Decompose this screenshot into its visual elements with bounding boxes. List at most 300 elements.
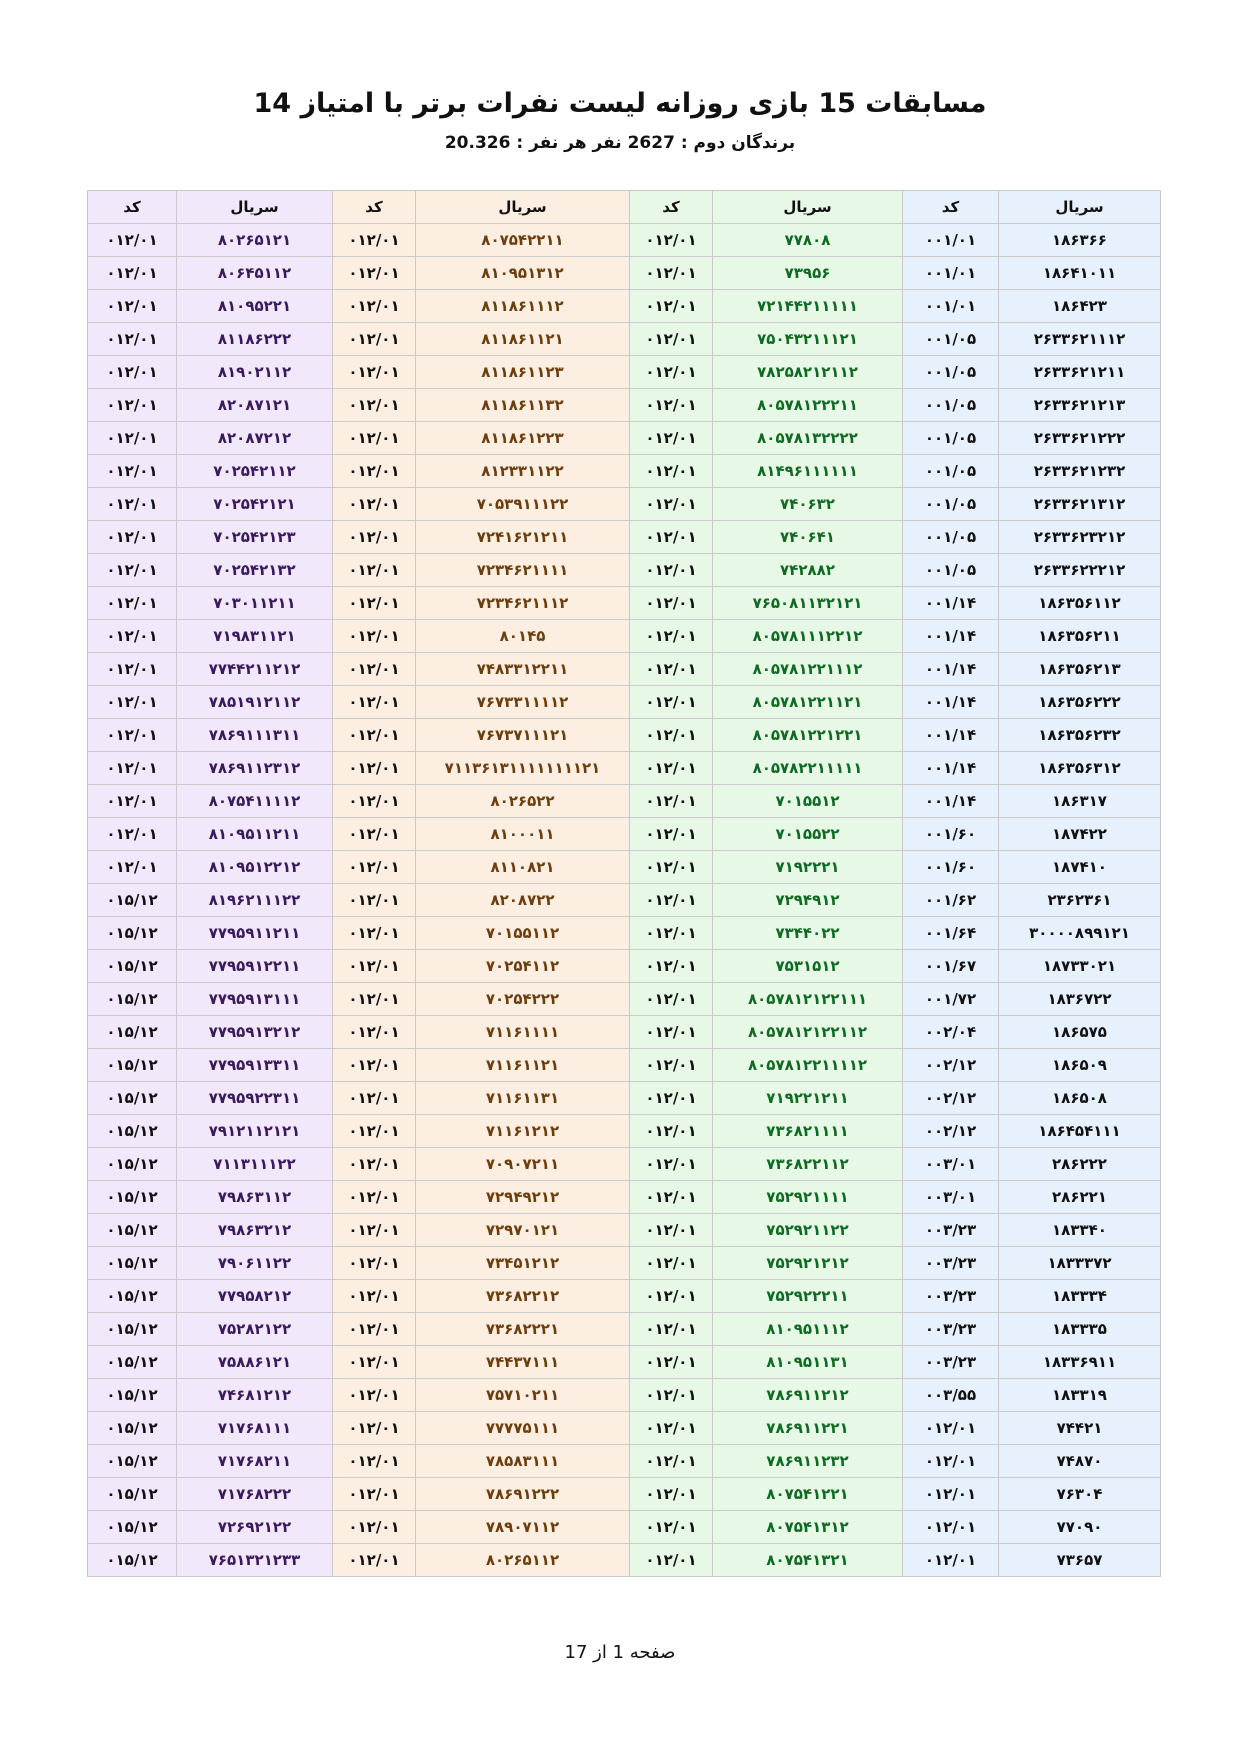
table-body bbox=[88, 224, 1161, 1577]
serial-cell: ۷۰۱۵۵۱۲ bbox=[713, 785, 903, 818]
serial-cell: ۷۴۴۲۱ bbox=[999, 1412, 1161, 1445]
serial-cell: ۷۹۱۲۱۱۲۱۲۱ bbox=[177, 1115, 333, 1148]
table-row bbox=[88, 455, 1161, 488]
code-cell: ۰۱۲/۰۱ bbox=[333, 752, 416, 785]
code-cell: ۰۱۲/۰۱ bbox=[333, 1247, 416, 1280]
code-cell: ۰۰۲/۱۲ bbox=[903, 1082, 999, 1115]
code-cell: ۰۰۱/۰۵ bbox=[903, 389, 999, 422]
code-cell: ۰۱۵/۱۲ bbox=[88, 1016, 177, 1049]
code-cell: ۰۱۲/۰۱ bbox=[333, 389, 416, 422]
serial-cell: ۷۴۴۳۷۱۱۱ bbox=[416, 1346, 630, 1379]
code-cell: ۰۱۲/۰۱ bbox=[630, 950, 713, 983]
code-cell: ۰۱۵/۱۲ bbox=[88, 884, 177, 917]
code-cell: ۰۱۲/۰۱ bbox=[630, 851, 713, 884]
serial-cell: ۲۸۶۲۲۱ bbox=[999, 1181, 1161, 1214]
code-cell: ۰۱۲/۰۱ bbox=[333, 719, 416, 752]
code-cell: ۰۱۲/۰۱ bbox=[630, 1214, 713, 1247]
table-row bbox=[88, 983, 1161, 1016]
code-cell: ۰۱۲/۰۱ bbox=[333, 1148, 416, 1181]
code-cell: ۰۱۲/۰۱ bbox=[88, 521, 177, 554]
code-cell: ۰۱۲/۰۱ bbox=[630, 1544, 713, 1577]
serial-cell: ۷۴۸۳۳۱۲۲۱۱ bbox=[416, 653, 630, 686]
serial-cell: ۷۵۸۸۶۱۲۱ bbox=[177, 1346, 333, 1379]
serial-cell: ۸۲۰۸۷۲۲ bbox=[416, 884, 630, 917]
serial-cell: ۸۰۵۷۸۱۳۲۲۲۲ bbox=[713, 422, 903, 455]
serial-cell: ۸۱۴۹۶۱۱۱۱۱۱ bbox=[713, 455, 903, 488]
serial-cell: ۸۰۵۷۸۱۲۱۲۲۱۱۲ bbox=[713, 1016, 903, 1049]
table-row bbox=[88, 1478, 1161, 1511]
code-cell: ۰۱۲/۰۱ bbox=[333, 1181, 416, 1214]
code-cell: ۰۱۲/۰۱ bbox=[630, 1478, 713, 1511]
serial-cell: ۷۱۱۳۶۱۳۱۱۱۱۱۱۱۱۲۱ bbox=[416, 752, 630, 785]
serial-cell: ۷۳۴۵۱۲۱۲ bbox=[416, 1247, 630, 1280]
code-cell: ۰۰۱/۰۵ bbox=[903, 554, 999, 587]
code-cell: ۰۰۱/۰۱ bbox=[903, 257, 999, 290]
code-cell: ۰۱۲/۰۱ bbox=[630, 422, 713, 455]
table-row bbox=[88, 356, 1161, 389]
code-cell: ۰۱۲/۰۱ bbox=[88, 719, 177, 752]
code-cell: ۰۱۲/۰۱ bbox=[88, 488, 177, 521]
code-cell: ۰۱۲/۰۱ bbox=[88, 290, 177, 323]
code-cell: ۰۱۲/۰۱ bbox=[88, 587, 177, 620]
code-cell: ۰۱۲/۰۱ bbox=[88, 818, 177, 851]
code-cell: ۰۱۲/۰۱ bbox=[88, 554, 177, 587]
table-row bbox=[88, 1181, 1161, 1214]
serial-cell: ۲۶۳۳۶۲۱۱۱۲ bbox=[999, 323, 1161, 356]
code-cell: ۰۱۲/۰۱ bbox=[630, 1379, 713, 1412]
serial-cell: ۷۱۹۲۲۱۲۱۱ bbox=[713, 1082, 903, 1115]
header-code: کد bbox=[903, 191, 999, 224]
code-cell: ۰۱۲/۰۱ bbox=[333, 1082, 416, 1115]
code-cell: ۰۱۵/۱۲ bbox=[88, 1478, 177, 1511]
page-subtitle: برندگان دوم : 2627 نفر هر نفر : 20.326 bbox=[444, 133, 796, 153]
serial-cell: ۲۳۶۲۳۶۱ bbox=[999, 884, 1161, 917]
table-row bbox=[88, 422, 1161, 455]
code-cell: ۰۱۵/۱۲ bbox=[88, 1544, 177, 1577]
code-cell: ۰۱۵/۱۲ bbox=[88, 1115, 177, 1148]
code-cell: ۰۱۲/۰۱ bbox=[630, 356, 713, 389]
code-cell: ۰۱۲/۰۱ bbox=[630, 1181, 713, 1214]
table-row bbox=[88, 554, 1161, 587]
serial-cell: ۱۸۶۳۵۶۲۳۲ bbox=[999, 719, 1161, 752]
serial-cell: ۲۶۳۳۶۲۱۲۲۲ bbox=[999, 422, 1161, 455]
table-row bbox=[88, 521, 1161, 554]
code-cell: ۰۱۲/۰۱ bbox=[903, 1544, 999, 1577]
code-cell: ۰۱۲/۰۱ bbox=[88, 323, 177, 356]
serial-cell: ۷۷۷۷۵۱۱۱ bbox=[416, 1412, 630, 1445]
code-cell: ۰۰۳/۵۵ bbox=[903, 1379, 999, 1412]
serial-cell: ۸۱۰۹۵۱۳۱۲ bbox=[416, 257, 630, 290]
serial-cell: ۷۵۲۸۲۱۲۲ bbox=[177, 1313, 333, 1346]
table-row bbox=[88, 224, 1161, 257]
serial-cell: ۷۷۹۵۹۱۱۲۱۱ bbox=[177, 917, 333, 950]
serial-cell: ۸۰۵۷۸۱۲۲۱۱۱۲ bbox=[713, 653, 903, 686]
serial-cell: ۷۸۶۹۱۲۲۲ bbox=[416, 1478, 630, 1511]
table-row bbox=[88, 1115, 1161, 1148]
page-number: صفحه 1 از 17 bbox=[564, 1642, 676, 1663]
code-cell: ۰۱۵/۱۲ bbox=[88, 1214, 177, 1247]
serial-cell: ۲۶۳۳۶۲۳۲۱۲ bbox=[999, 521, 1161, 554]
code-cell: ۰۰۱/۱۴ bbox=[903, 620, 999, 653]
code-cell: ۰۱۲/۰۱ bbox=[333, 455, 416, 488]
serial-cell: ۷۰۲۵۴۲۲۲ bbox=[416, 983, 630, 1016]
table-header-row bbox=[88, 191, 1161, 224]
code-cell: ۰۰۲/۰۴ bbox=[903, 1016, 999, 1049]
serial-cell: ۷۸۶۹۱۱۲۱۲ bbox=[713, 1379, 903, 1412]
serial-cell: ۷۵۲۹۲۱۲۱۲ bbox=[713, 1247, 903, 1280]
code-cell: ۰۱۲/۰۱ bbox=[630, 1511, 713, 1544]
serial-cell: ۸۰۲۶۵۱۱۲ bbox=[416, 1544, 630, 1577]
serial-cell: ۷۵۰۴۳۲۱۱۱۲۱ bbox=[713, 323, 903, 356]
serial-cell: ۷۷۰۹۰ bbox=[999, 1511, 1161, 1544]
serial-cell: ۷۰۲۵۴۲۱۲۱ bbox=[177, 488, 333, 521]
serial-cell: ۸۰۲۶۵۲۲ bbox=[416, 785, 630, 818]
code-cell: ۰۱۲/۰۱ bbox=[630, 620, 713, 653]
serial-cell: ۱۸۷۴۱۰ bbox=[999, 851, 1161, 884]
code-cell: ۰۱۲/۰۱ bbox=[630, 818, 713, 851]
serial-cell: ۸۱۰۹۵۱۱۲۱۱ bbox=[177, 818, 333, 851]
serial-cell: ۷۸۶۹۱۱۲۲۱ bbox=[713, 1412, 903, 1445]
code-cell: ۰۱۵/۱۲ bbox=[88, 1082, 177, 1115]
code-cell: ۰۱۲/۰۱ bbox=[333, 950, 416, 983]
table-row bbox=[88, 785, 1161, 818]
serial-cell: ۸۰۶۴۵۱۱۲ bbox=[177, 257, 333, 290]
serial-cell: ۸۰۵۷۸۱۲۲۲۱۱ bbox=[713, 389, 903, 422]
serial-cell: ۷۰۱۵۵۲۲ bbox=[713, 818, 903, 851]
code-cell: ۰۱۲/۰۱ bbox=[903, 1412, 999, 1445]
code-cell: ۰۱۵/۱۲ bbox=[88, 950, 177, 983]
code-cell: ۰۱۲/۰۱ bbox=[333, 1478, 416, 1511]
code-cell: ۰۱۲/۰۱ bbox=[333, 587, 416, 620]
serial-cell: ۸۰۱۴۵ bbox=[416, 620, 630, 653]
code-cell: ۰۱۲/۰۱ bbox=[333, 488, 416, 521]
serial-cell: ۱۸۶۳۵۶۲۱۳ bbox=[999, 653, 1161, 686]
serial-cell: ۷۲۴۱۶۲۱۲۱۱ bbox=[416, 521, 630, 554]
code-cell: ۰۱۲/۰۱ bbox=[88, 224, 177, 257]
code-cell: ۰۰۱/۱۴ bbox=[903, 785, 999, 818]
serial-cell: ۷۷۹۵۹۱۲۲۱۱ bbox=[177, 950, 333, 983]
code-cell: ۰۱۲/۰۱ bbox=[333, 818, 416, 851]
serial-cell: ۸۱۰۹۵۲۲۱ bbox=[177, 290, 333, 323]
serial-cell: ۷۹۰۶۱۱۲۲ bbox=[177, 1247, 333, 1280]
table-row bbox=[88, 719, 1161, 752]
serial-cell: ۷۳۶۵۷ bbox=[999, 1544, 1161, 1577]
serial-cell: ۷۸۶۹۱۱۲۳۲ bbox=[713, 1445, 903, 1478]
serial-cell: ۱۸۳۳۴۰ bbox=[999, 1214, 1161, 1247]
serial-cell: ۱۸۶۳۵۶۳۱۲ bbox=[999, 752, 1161, 785]
serial-cell: ۸۱۰۹۵۱۱۱۲ bbox=[713, 1313, 903, 1346]
serial-cell: ۷۷۹۵۹۱۳۱۱۱ bbox=[177, 983, 333, 1016]
serial-cell: ۷۱۱۶۱۲۱۲ bbox=[416, 1115, 630, 1148]
code-cell: ۰۱۲/۰۱ bbox=[630, 290, 713, 323]
serial-cell: ۷۳۶۸۲۲۱۲ bbox=[416, 1280, 630, 1313]
code-cell: ۰۱۲/۰۱ bbox=[88, 752, 177, 785]
serial-cell: ۷۸۵۱۹۱۲۱۱۲ bbox=[177, 686, 333, 719]
code-cell: ۰۱۲/۰۱ bbox=[630, 455, 713, 488]
serial-cell: ۷۷۸۰۸ bbox=[713, 224, 903, 257]
code-cell: ۰۱۵/۱۲ bbox=[88, 1379, 177, 1412]
serial-cell: ۸۱۱۸۶۲۲۲ bbox=[177, 323, 333, 356]
serial-cell: ۸۱۱۸۶۱۱۳۲ bbox=[416, 389, 630, 422]
serial-cell: ۸۱۱۸۶۱۱۲۳ bbox=[416, 356, 630, 389]
table-row bbox=[88, 851, 1161, 884]
code-cell: ۰۱۲/۰۱ bbox=[630, 323, 713, 356]
serial-cell: ۸۱۹۰۲۱۱۲ bbox=[177, 356, 333, 389]
code-cell: ۰۱۲/۰۱ bbox=[333, 1544, 416, 1577]
serial-cell: ۷۰۵۳۹۱۱۱۲۲ bbox=[416, 488, 630, 521]
serial-cell: ۷۳۶۸۲۲۱۱۲ bbox=[713, 1148, 903, 1181]
serial-cell: ۷۶۳۰۴ bbox=[999, 1478, 1161, 1511]
serial-cell: ۱۸۶۴۲۳ bbox=[999, 290, 1161, 323]
code-cell: ۰۱۲/۰۱ bbox=[333, 356, 416, 389]
serial-cell: ۱۸۶۳۵۶۱۱۲ bbox=[999, 587, 1161, 620]
serial-cell: ۷۴۰۶۴۱ bbox=[713, 521, 903, 554]
code-cell: ۰۱۲/۰۱ bbox=[630, 389, 713, 422]
code-cell: ۰۱۲/۰۱ bbox=[333, 983, 416, 1016]
code-cell: ۰۰۱/۱۴ bbox=[903, 653, 999, 686]
table-row bbox=[88, 752, 1161, 785]
serial-cell: ۷۰۲۵۴۲۱۳۲ bbox=[177, 554, 333, 587]
serial-cell: ۸۱۱۸۶۱۱۲۱ bbox=[416, 323, 630, 356]
serial-cell: ۳۰۰۰۰۸۹۹۱۲۱ bbox=[999, 917, 1161, 950]
table-row bbox=[88, 1313, 1161, 1346]
code-cell: ۰۱۲/۰۱ bbox=[630, 1082, 713, 1115]
serial-cell: ۸۲۰۸۷۲۱۲ bbox=[177, 422, 333, 455]
serial-cell: ۷۴۲۸۸۲ bbox=[713, 554, 903, 587]
serial-cell: ۷۳۶۸۲۱۱۱۱ bbox=[713, 1115, 903, 1148]
serial-cell: ۱۸۳۶۷۲۲ bbox=[999, 983, 1161, 1016]
serial-cell: ۷۱۹۲۲۲۱ bbox=[713, 851, 903, 884]
header-code: کد bbox=[333, 191, 416, 224]
serial-cell: ۸۰۷۵۴۱۱۱۱۲ bbox=[177, 785, 333, 818]
serial-cell: ۷۸۲۵۸۲۱۲۱۱۲ bbox=[713, 356, 903, 389]
code-cell: ۰۱۲/۰۱ bbox=[903, 1478, 999, 1511]
serial-cell: ۷۲۹۷۰۱۲۱ bbox=[416, 1214, 630, 1247]
code-cell: ۰۰۱/۱۴ bbox=[903, 752, 999, 785]
code-cell: ۰۱۲/۰۱ bbox=[333, 686, 416, 719]
serial-cell: ۸۰۵۷۸۲۲۱۱۱۱۱ bbox=[713, 752, 903, 785]
code-cell: ۰۱۵/۱۲ bbox=[88, 1511, 177, 1544]
code-cell: ۰۰۱/۰۱ bbox=[903, 224, 999, 257]
code-cell: ۰۰۱/۰۵ bbox=[903, 356, 999, 389]
serial-cell: ۷۹۸۶۳۲۱۲ bbox=[177, 1214, 333, 1247]
code-cell: ۰۰۲/۱۲ bbox=[903, 1115, 999, 1148]
serial-cell: ۷۲۳۴۶۲۱۱۱۲ bbox=[416, 587, 630, 620]
code-cell: ۰۱۲/۰۱ bbox=[333, 917, 416, 950]
serial-cell: ۷۱۱۳۱۱۱۲۲ bbox=[177, 1148, 333, 1181]
serial-cell: ۷۱۱۶۱۱۳۱ bbox=[416, 1082, 630, 1115]
code-cell: ۰۱۲/۰۱ bbox=[630, 1049, 713, 1082]
code-cell: ۰۱۲/۰۱ bbox=[333, 422, 416, 455]
serial-cell: ۱۸۶۳۵۶۲۱۱ bbox=[999, 620, 1161, 653]
code-cell: ۰۱۲/۰۱ bbox=[333, 620, 416, 653]
code-cell: ۰۱۲/۰۱ bbox=[88, 356, 177, 389]
code-cell: ۰۱۲/۰۱ bbox=[333, 1049, 416, 1082]
serial-cell: ۱۸۷۳۳۰۲۱ bbox=[999, 950, 1161, 983]
serial-cell: ۲۶۳۳۶۲۱۲۳۲ bbox=[999, 455, 1161, 488]
serial-cell: ۷۶۵۱۳۲۱۲۳۳ bbox=[177, 1544, 333, 1577]
serial-cell: ۷۰۹۰۷۲۱۱ bbox=[416, 1148, 630, 1181]
serial-cell: ۸۰۷۵۴۲۲۱۱ bbox=[416, 224, 630, 257]
code-cell: ۰۱۲/۰۱ bbox=[88, 455, 177, 488]
serial-cell: ۲۶۳۳۶۲۲۲۱۲ bbox=[999, 554, 1161, 587]
table-row bbox=[88, 1412, 1161, 1445]
serial-cell: ۷۰۲۵۴۲۱۱۲ bbox=[177, 455, 333, 488]
serial-cell: ۲۸۶۲۲۲ bbox=[999, 1148, 1161, 1181]
code-cell: ۰۱۵/۱۲ bbox=[88, 917, 177, 950]
code-cell: ۰۱۲/۰۱ bbox=[630, 587, 713, 620]
serial-cell: ۷۶۷۳۷۱۱۱۲۱ bbox=[416, 719, 630, 752]
table-row bbox=[88, 587, 1161, 620]
code-cell: ۰۱۲/۰۱ bbox=[333, 1214, 416, 1247]
serial-cell: ۷۱۷۶۸۲۱۱ bbox=[177, 1445, 333, 1478]
code-cell: ۰۱۲/۰۱ bbox=[630, 1412, 713, 1445]
code-cell: ۰۱۲/۰۱ bbox=[333, 1412, 416, 1445]
code-cell: ۰۰۱/۰۱ bbox=[903, 290, 999, 323]
serial-cell: ۱۸۶۴۱۰۱۱ bbox=[999, 257, 1161, 290]
code-cell: ۰۱۲/۰۱ bbox=[630, 1247, 713, 1280]
serial-cell: ۲۶۳۳۶۲۱۲۱۳ bbox=[999, 389, 1161, 422]
serial-cell: ۷۲۹۴۹۱۲ bbox=[713, 884, 903, 917]
code-cell: ۰۱۲/۰۱ bbox=[333, 224, 416, 257]
code-cell: ۰۱۲/۰۱ bbox=[333, 554, 416, 587]
serial-cell: ۸۰۷۵۴۱۳۲۱ bbox=[713, 1544, 903, 1577]
table-row bbox=[88, 1049, 1161, 1082]
code-cell: ۰۱۲/۰۱ bbox=[630, 752, 713, 785]
code-cell: ۰۱۵/۱۲ bbox=[88, 1346, 177, 1379]
code-cell: ۰۰۳/۰۱ bbox=[903, 1148, 999, 1181]
table-row bbox=[88, 1280, 1161, 1313]
code-cell: ۰۰۳/۰۱ bbox=[903, 1181, 999, 1214]
serial-cell: ۸۱۱۸۶۱۱۱۲ bbox=[416, 290, 630, 323]
serial-cell: ۷۷۹۵۹۲۲۳۱۱ bbox=[177, 1082, 333, 1115]
code-cell: ۰۱۲/۰۱ bbox=[333, 1346, 416, 1379]
serial-cell: ۱۸۶۵۷۵ bbox=[999, 1016, 1161, 1049]
code-cell: ۰۱۲/۰۱ bbox=[630, 785, 713, 818]
serial-cell: ۷۴۸۷۰ bbox=[999, 1445, 1161, 1478]
serial-cell: ۱۸۶۵۰۸ bbox=[999, 1082, 1161, 1115]
serial-cell: ۷۷۹۵۸۲۱۲ bbox=[177, 1280, 333, 1313]
code-cell: ۰۱۲/۰۱ bbox=[88, 257, 177, 290]
code-cell: ۰۰۱/۰۵ bbox=[903, 488, 999, 521]
code-cell: ۰۰۱/۰۵ bbox=[903, 521, 999, 554]
serial-cell: ۷۱۱۶۱۱۲۱ bbox=[416, 1049, 630, 1082]
code-cell: ۰۱۲/۰۱ bbox=[88, 389, 177, 422]
code-cell: ۰۱۲/۰۱ bbox=[333, 323, 416, 356]
code-cell: ۰۱۵/۱۲ bbox=[88, 1181, 177, 1214]
code-cell: ۰۱۲/۰۱ bbox=[88, 653, 177, 686]
serial-cell: ۸۰۵۷۸۱۲۲۱۱۲۱ bbox=[713, 686, 903, 719]
serial-cell: ۷۳۴۴۰۲۲ bbox=[713, 917, 903, 950]
serial-cell: ۸۱۱۸۶۱۲۲۳ bbox=[416, 422, 630, 455]
serial-cell: ۱۸۳۳۳۷۲ bbox=[999, 1247, 1161, 1280]
code-cell: ۰۰۱/۷۲ bbox=[903, 983, 999, 1016]
code-cell: ۰۰۱/۶۴ bbox=[903, 917, 999, 950]
table-row bbox=[88, 1082, 1161, 1115]
serial-cell: ۷۴۰۶۳۲ bbox=[713, 488, 903, 521]
code-cell: ۰۱۲/۰۱ bbox=[903, 1445, 999, 1478]
table-row bbox=[88, 389, 1161, 422]
code-cell: ۰۰۳/۲۳ bbox=[903, 1313, 999, 1346]
code-cell: ۰۱۵/۱۲ bbox=[88, 983, 177, 1016]
table-row bbox=[88, 917, 1161, 950]
serial-cell: ۱۸۶۴۵۴۱۱۱ bbox=[999, 1115, 1161, 1148]
serial-cell: ۱۸۳۳۳۴ bbox=[999, 1280, 1161, 1313]
serial-cell: ۸۰۷۵۴۱۲۲۱ bbox=[713, 1478, 903, 1511]
code-cell: ۰۱۲/۰۱ bbox=[333, 1379, 416, 1412]
table-row bbox=[88, 818, 1161, 851]
serial-cell: ۷۲۹۴۹۲۱۲ bbox=[416, 1181, 630, 1214]
code-cell: ۰۰۳/۲۳ bbox=[903, 1247, 999, 1280]
serial-cell: ۷۶۵۰۸۱۱۳۲۱۲۱ bbox=[713, 587, 903, 620]
serial-cell: ۲۶۳۳۶۲۱۳۱۲ bbox=[999, 488, 1161, 521]
code-cell: ۰۱۲/۰۱ bbox=[333, 884, 416, 917]
serial-cell: ۸۲۰۸۷۱۲۱ bbox=[177, 389, 333, 422]
winners-table bbox=[87, 190, 1161, 1577]
table-row bbox=[88, 290, 1161, 323]
serial-cell: ۸۱۰۹۵۱۲۲۱۲ bbox=[177, 851, 333, 884]
serial-cell: ۷۱۹۸۳۱۱۲۱ bbox=[177, 620, 333, 653]
serial-cell: ۷۰۲۵۴۱۱۲ bbox=[416, 950, 630, 983]
table-row bbox=[88, 1544, 1161, 1577]
code-cell: ۰۰۲/۱۲ bbox=[903, 1049, 999, 1082]
serial-cell: ۷۰۲۵۴۲۱۲۳ bbox=[177, 521, 333, 554]
table-row bbox=[88, 1016, 1161, 1049]
code-cell: ۰۱۲/۰۱ bbox=[630, 1346, 713, 1379]
code-cell: ۰۱۵/۱۲ bbox=[88, 1247, 177, 1280]
serial-cell: ۱۸۷۴۲۲ bbox=[999, 818, 1161, 851]
code-cell: ۰۰۳/۲۳ bbox=[903, 1280, 999, 1313]
page-title: مسابقات 15 بازی روزانه لیست نفرات برتر با امتیاز 14 bbox=[253, 88, 987, 119]
code-cell: ۰۱۲/۰۱ bbox=[630, 1445, 713, 1478]
serial-cell: ۷۸۵۸۳۱۱۱ bbox=[416, 1445, 630, 1478]
code-cell: ۰۰۱/۶۰ bbox=[903, 851, 999, 884]
serial-cell: ۸۰۵۷۸۱۲۲۱۱۱۱۲ bbox=[713, 1049, 903, 1082]
code-cell: ۰۱۲/۰۱ bbox=[333, 785, 416, 818]
code-cell: ۰۱۲/۰۱ bbox=[630, 653, 713, 686]
code-cell: ۰۱۲/۰۱ bbox=[630, 917, 713, 950]
serial-cell: ۸۱۰۹۵۱۱۳۱ bbox=[713, 1346, 903, 1379]
serial-cell: ۷۰۳۰۱۱۲۱۱ bbox=[177, 587, 333, 620]
code-cell: ۰۰۱/۱۴ bbox=[903, 719, 999, 752]
serial-cell: ۷۰۱۵۵۱۱۲ bbox=[416, 917, 630, 950]
serial-cell: ۸۰۷۵۴۱۳۱۲ bbox=[713, 1511, 903, 1544]
serial-cell: ۷۵۲۹۲۱۱۱۱ bbox=[713, 1181, 903, 1214]
table-row bbox=[88, 1214, 1161, 1247]
serial-cell: ۷۳۶۸۲۲۲۱ bbox=[416, 1313, 630, 1346]
table-row bbox=[88, 1445, 1161, 1478]
serial-cell: ۸۰۲۶۵۱۲۱ bbox=[177, 224, 333, 257]
table-row bbox=[88, 686, 1161, 719]
serial-cell: ۸۰۵۷۸۱۲۱۲۲۱۱۱ bbox=[713, 983, 903, 1016]
serial-cell: ۷۳۹۵۶ bbox=[713, 257, 903, 290]
serial-cell: ۷۸۹۰۷۱۱۲ bbox=[416, 1511, 630, 1544]
code-cell: ۰۱۵/۱۲ bbox=[88, 1313, 177, 1346]
code-cell: ۰۱۲/۰۱ bbox=[630, 1148, 713, 1181]
serial-cell: ۱۸۶۳۱۷ bbox=[999, 785, 1161, 818]
serial-cell: ۷۷۹۵۹۱۳۳۱۱ bbox=[177, 1049, 333, 1082]
code-cell: ۰۱۲/۰۱ bbox=[630, 983, 713, 1016]
code-cell: ۰۱۵/۱۲ bbox=[88, 1280, 177, 1313]
serial-cell: ۸۱۲۳۳۱۱۲۲ bbox=[416, 455, 630, 488]
table-row bbox=[88, 488, 1161, 521]
header-serial: سریال bbox=[177, 191, 333, 224]
code-cell: ۰۱۲/۰۱ bbox=[630, 1115, 713, 1148]
header-serial: سریال bbox=[999, 191, 1161, 224]
code-cell: ۰۱۲/۰۱ bbox=[333, 1016, 416, 1049]
serial-cell: ۸۱۰۰۰۱۱ bbox=[416, 818, 630, 851]
serial-cell: ۷۴۶۸۱۲۱۲ bbox=[177, 1379, 333, 1412]
